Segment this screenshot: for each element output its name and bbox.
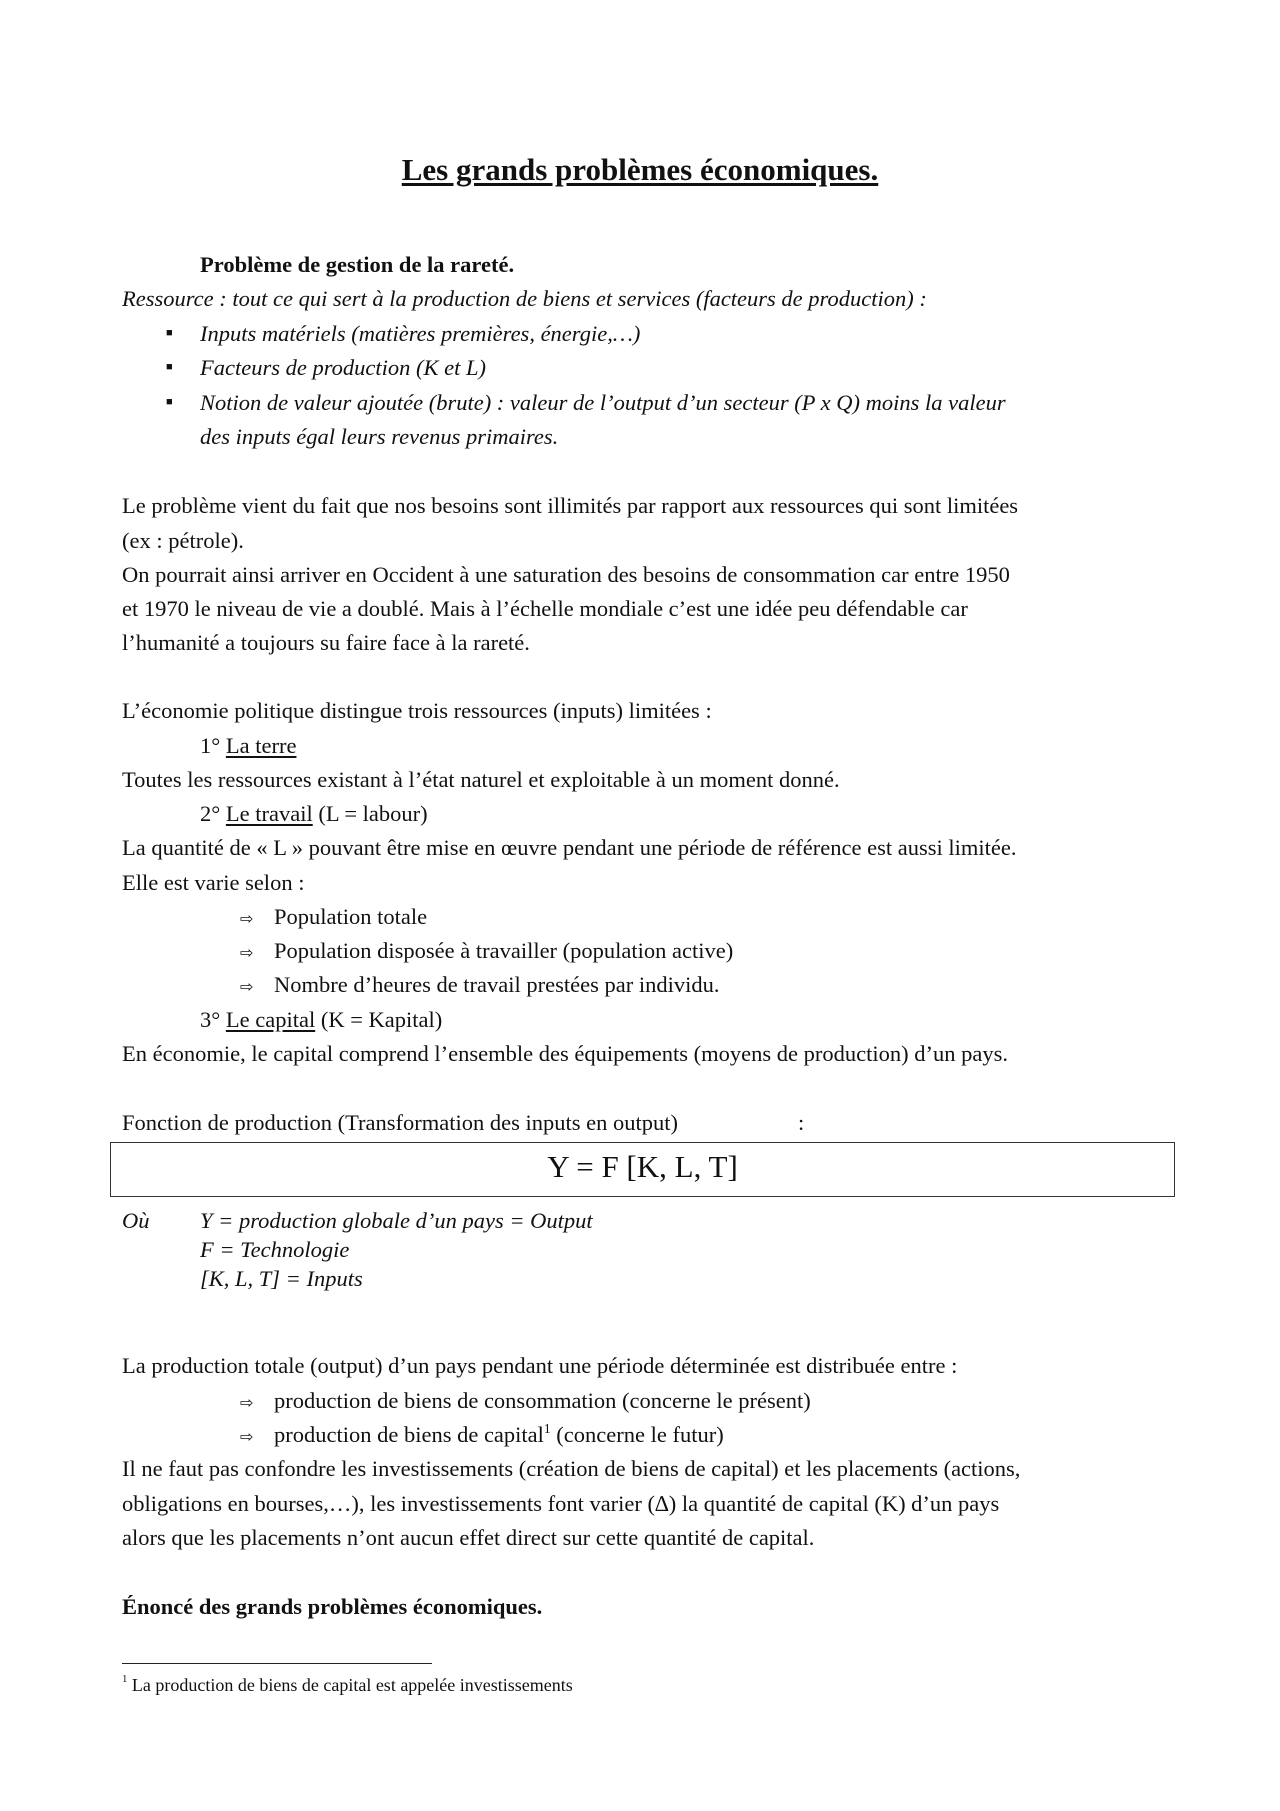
paragraph-line: obligations en bourses,…), les investissements font varier (∆) la quantité de capital (K) d’un pays <box>122 1491 1000 1516</box>
input-terre-description: Toutes les ressources existant à l’état naturel et exploitable à un moment donné. <box>122 767 840 792</box>
arrow-item-text: production de biens de consommation (concerne le présent) <box>274 1388 811 1413</box>
footnote-marker: 1 <box>122 1673 128 1685</box>
bullet-item: Facteurs de production (K et L) <box>200 355 486 380</box>
bullet-item: Notion de valeur ajoutée (brute) : valeur de l’output d’un secteur (P x Q) moins la valeur <box>200 390 1006 415</box>
input-travail-label: Le travail <box>225 801 313 826</box>
arrow-list-item <box>240 974 719 997</box>
legend-line: [K, L, T] = Inputs <box>200 1266 363 1291</box>
input-capital-heading <box>200 1009 442 1032</box>
arrow-list-item <box>240 1390 811 1413</box>
ressource-definition: Ressource : tout ce qui sert à la production de biens et services (facteurs de production) : <box>122 286 927 311</box>
arrow-list-item <box>240 940 733 963</box>
arrow-item-text: production de biens de capital <box>274 1422 544 1447</box>
arrow-item-text: Population disposée à travailler (population active) <box>274 938 734 963</box>
input-terre-heading <box>200 735 296 758</box>
arrow-item-text: (concerne le futur) <box>550 1422 724 1447</box>
footnote <box>122 1673 573 1695</box>
production-function-equation: Y = F [K, L, T] <box>547 1149 738 1184</box>
input-terre-label: La terre <box>225 733 297 758</box>
arrow-list-item <box>240 1421 724 1447</box>
inputs-intro: L’économie politique distingue trois ressources (inputs) limitées : <box>122 698 712 723</box>
paragraph-line: l’humanité a toujours su faire face à la rareté. <box>122 630 530 655</box>
paragraph-line: et 1970 le niveau de vie a doublé. Mais à l’échelle mondiale c’est une idée peu défendable car <box>122 596 968 621</box>
paragraph-line: alors que les placements n’ont aucun effet direct sur cette quantité de capital. <box>122 1525 815 1550</box>
arrow-item-text: Population totale <box>274 904 428 929</box>
input-travail-description: Elle est varie selon : <box>122 870 305 895</box>
input-travail-suffix: (L = labour) <box>318 801 428 826</box>
input-travail-heading <box>200 803 428 826</box>
item-number: 2° <box>200 801 221 826</box>
arrow-right-icon: ⇨ <box>240 909 254 928</box>
page-title: Les grands problèmes économiques. <box>401 152 879 187</box>
equation-box <box>110 1142 1175 1197</box>
bullet-square-icon: ■ <box>166 327 173 339</box>
bullet-square-icon: ■ <box>166 361 173 373</box>
arrow-item-text: Nombre d’heures de travail prestées par individu. <box>274 972 720 997</box>
input-travail-description: La quantité de « L » pouvant être mise en œuvre pendant une période de référence est aussi limitée. <box>122 835 1017 860</box>
item-number: 3° <box>200 1007 221 1032</box>
bullet-item-continuation: des inputs égal leurs revenus primaires. <box>200 424 559 449</box>
legend-line: F = Technologie <box>200 1237 350 1262</box>
input-capital-description: En économie, le capital comprend l’ensemble des équipements (moyens de production) d’un pays. <box>122 1041 1008 1066</box>
paragraph-line: Il ne faut pas confondre les investissements (création de biens de capital) et les placements (actions, <box>122 1456 1021 1481</box>
footnote-separator <box>122 1663 432 1664</box>
paragraph-line: Le problème vient du fait que nos besoins sont illimités par rapport aux ressources qui sont limitées <box>122 493 1019 518</box>
arrow-list-item <box>240 906 427 929</box>
arrow-right-icon: ⇨ <box>240 977 254 996</box>
bullet-item: Inputs matériels (matières premières, énergie,…) <box>200 321 641 346</box>
footnote-reference[interactable]: 1 <box>543 1421 551 1436</box>
paragraph-line: On pourrait ainsi arriver en Occident à une saturation des besoins de consommation car entre 1950 <box>122 562 1010 587</box>
arrow-right-icon: ⇨ <box>240 943 254 962</box>
item-number: 1° <box>200 733 221 758</box>
section-heading-rarete: Problème de gestion de la rareté. <box>200 252 515 277</box>
bullet-square-icon: ■ <box>166 396 173 408</box>
input-capital-suffix: (K = Kapital) <box>320 1007 443 1032</box>
fonction-colon: : <box>798 1110 805 1135</box>
arrow-right-icon: ⇨ <box>240 1427 254 1446</box>
section-heading-enonce: Énoncé des grands problèmes économiques. <box>122 1594 543 1619</box>
footnote-text: La production de biens de capital est appelée investissements <box>127 1675 573 1695</box>
fonction-intro: Fonction de production (Transformation des inputs en output) <box>122 1110 678 1135</box>
legend-line: Y = production globale d’un pays = Output <box>200 1208 593 1233</box>
arrow-right-icon: ⇨ <box>240 1393 254 1412</box>
paragraph-line: (ex : pétrole). <box>122 528 244 553</box>
input-capital-label: Le capital <box>225 1007 316 1032</box>
legend-ou-label: Où <box>122 1208 150 1233</box>
distribution-intro: La production totale (output) d’un pays pendant une période déterminée est distribuée entre : <box>122 1353 958 1378</box>
